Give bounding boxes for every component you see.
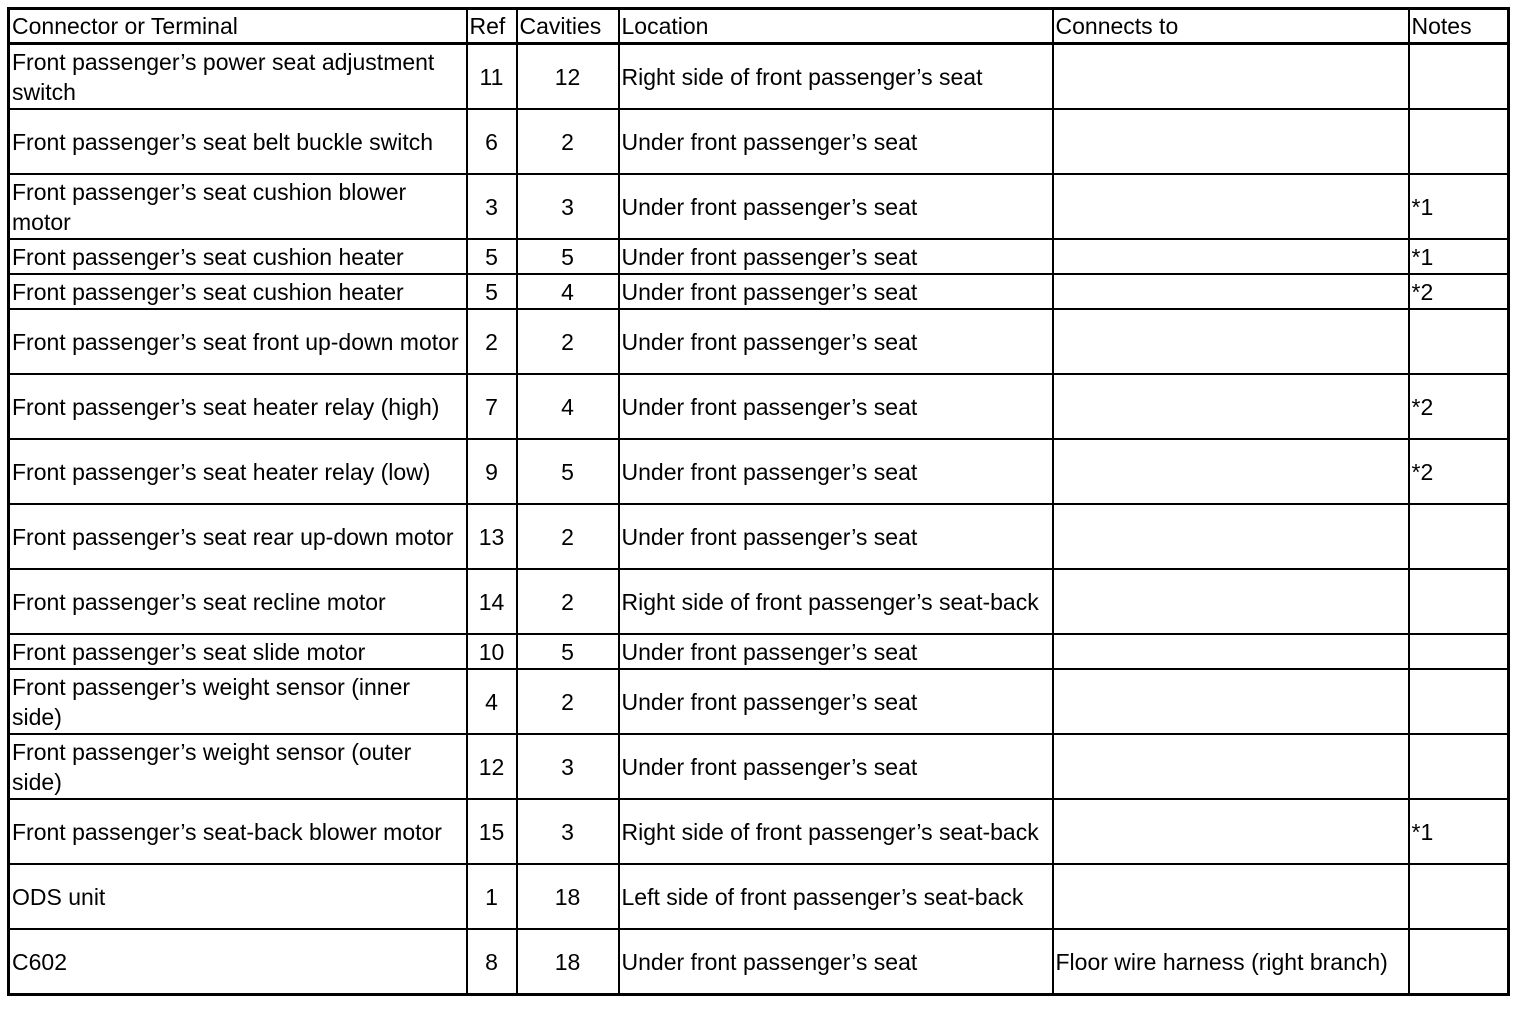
cell-cavities: 3: [517, 799, 619, 864]
cell-connects-to: [1053, 439, 1409, 504]
cell-notes: [1409, 734, 1509, 799]
cell-notes: [1409, 309, 1509, 374]
cell-location: Under front passenger’s seat: [619, 309, 1053, 374]
table-header-row: [9, 9, 1509, 44]
table-row: [9, 569, 1509, 634]
cell-notes: *2: [1409, 374, 1509, 439]
cell-connector: Front passenger’s seat front up-down motor: [9, 309, 467, 374]
cell-connects-to: Floor wire harness (right branch): [1053, 929, 1409, 995]
cell-connector: ODS unit: [9, 864, 467, 929]
cell-connector: Front passenger’s seat recline motor: [9, 569, 467, 634]
cell-location: Right side of front passenger’s seat-back: [619, 569, 1053, 634]
cell-location: Under front passenger’s seat: [619, 174, 1053, 239]
cell-location: Under front passenger’s seat: [619, 239, 1053, 274]
cell-ref: 6: [467, 109, 517, 174]
cell-connector: Front passenger’s seat rear up-down motor: [9, 504, 467, 569]
header-ref: Ref: [467, 9, 517, 44]
cell-connects-to: [1053, 109, 1409, 174]
cell-connector: Front passenger’s seat belt buckle switch: [9, 109, 467, 174]
cell-connector: Front passenger’s seat slide motor: [9, 634, 467, 669]
table-row: [9, 504, 1509, 569]
header-location: Location: [619, 9, 1053, 44]
cell-cavities: 2: [517, 504, 619, 569]
cell-connects-to: [1053, 634, 1409, 669]
cell-connects-to: [1053, 864, 1409, 929]
cell-ref: 11: [467, 44, 517, 110]
table-row: [9, 274, 1509, 309]
cell-connects-to: [1053, 504, 1409, 569]
cell-cavities: 3: [517, 734, 619, 799]
cell-connects-to: [1053, 669, 1409, 734]
cell-ref: 2: [467, 309, 517, 374]
cell-location: Under front passenger’s seat: [619, 274, 1053, 309]
cell-cavities: 2: [517, 309, 619, 374]
cell-cavities: 12: [517, 44, 619, 110]
cell-cavities: 3: [517, 174, 619, 239]
cell-location: Left side of front passenger’s seat-back: [619, 864, 1053, 929]
connector-table-container: [7, 7, 1510, 996]
cell-notes: *2: [1409, 439, 1509, 504]
cell-connects-to: [1053, 274, 1409, 309]
connector-table: [7, 7, 1510, 996]
cell-cavities: 2: [517, 669, 619, 734]
cell-location: Under front passenger’s seat: [619, 929, 1053, 995]
cell-connector: Front passenger’s weight sensor (inner side): [9, 669, 467, 734]
cell-ref: 7: [467, 374, 517, 439]
cell-location: Under front passenger’s seat: [619, 109, 1053, 174]
cell-notes: *1: [1409, 239, 1509, 274]
cell-ref: 10: [467, 634, 517, 669]
cell-ref: 15: [467, 799, 517, 864]
cell-connects-to: [1053, 374, 1409, 439]
cell-ref: 9: [467, 439, 517, 504]
cell-ref: 3: [467, 174, 517, 239]
cell-connector: Front passenger’s seat-back blower motor: [9, 799, 467, 864]
cell-connector: Front passenger’s weight sensor (outer side): [9, 734, 467, 799]
table-row: [9, 239, 1509, 274]
cell-notes: *2: [1409, 274, 1509, 309]
table-row: [9, 799, 1509, 864]
table-row: [9, 109, 1509, 174]
table-row: [9, 864, 1509, 929]
cell-location: Under front passenger’s seat: [619, 374, 1053, 439]
cell-connector: C602: [9, 929, 467, 995]
cell-cavities: 18: [517, 864, 619, 929]
cell-connector: Front passenger’s seat cushion blower motor: [9, 174, 467, 239]
table-row: [9, 669, 1509, 734]
cell-location: Under front passenger’s seat: [619, 734, 1053, 799]
cell-cavities: 5: [517, 239, 619, 274]
table-row: [9, 929, 1509, 995]
cell-connects-to: [1053, 174, 1409, 239]
header-connects-to: Connects to: [1053, 9, 1409, 44]
cell-ref: 8: [467, 929, 517, 995]
cell-ref: 4: [467, 669, 517, 734]
cell-notes: [1409, 929, 1509, 995]
cell-location: Right side of front passenger’s seat: [619, 44, 1053, 110]
header-cavities: Cavities: [517, 9, 619, 44]
cell-notes: [1409, 569, 1509, 634]
cell-cavities: 4: [517, 374, 619, 439]
cell-notes: [1409, 109, 1509, 174]
cell-notes: *1: [1409, 174, 1509, 239]
cell-notes: [1409, 504, 1509, 569]
table-row: [9, 734, 1509, 799]
cell-location: Right side of front passenger’s seat-back: [619, 799, 1053, 864]
cell-ref: 1: [467, 864, 517, 929]
cell-cavities: 2: [517, 569, 619, 634]
table-row: [9, 174, 1509, 239]
cell-notes: [1409, 864, 1509, 929]
cell-connects-to: [1053, 569, 1409, 634]
cell-ref: 13: [467, 504, 517, 569]
cell-location: Under front passenger’s seat: [619, 439, 1053, 504]
cell-location: Under front passenger’s seat: [619, 634, 1053, 669]
cell-ref: 12: [467, 734, 517, 799]
cell-connects-to: [1053, 734, 1409, 799]
cell-notes: *1: [1409, 799, 1509, 864]
table-row: [9, 634, 1509, 669]
cell-connector: Front passenger’s power seat adjustment switch: [9, 44, 467, 110]
cell-ref: 5: [467, 239, 517, 274]
cell-location: Under front passenger’s seat: [619, 669, 1053, 734]
cell-cavities: 2: [517, 109, 619, 174]
cell-connector: Front passenger’s seat heater relay (low): [9, 439, 467, 504]
cell-connects-to: [1053, 799, 1409, 864]
cell-connects-to: [1053, 44, 1409, 110]
cell-cavities: 5: [517, 634, 619, 669]
cell-notes: [1409, 669, 1509, 734]
cell-ref: 14: [467, 569, 517, 634]
cell-connector: Front passenger’s seat heater relay (high): [9, 374, 467, 439]
cell-location: Under front passenger’s seat: [619, 504, 1053, 569]
cell-connects-to: [1053, 309, 1409, 374]
table-row: [9, 309, 1509, 374]
cell-connector: Front passenger’s seat cushion heater: [9, 274, 467, 309]
cell-cavities: 4: [517, 274, 619, 309]
table-row: [9, 44, 1509, 110]
cell-ref: 5: [467, 274, 517, 309]
cell-cavities: 5: [517, 439, 619, 504]
cell-cavities: 18: [517, 929, 619, 995]
header-connector: Connector or Terminal: [9, 9, 467, 44]
cell-connects-to: [1053, 239, 1409, 274]
cell-connector: Front passenger’s seat cushion heater: [9, 239, 467, 274]
cell-notes: [1409, 44, 1509, 110]
table-row: [9, 439, 1509, 504]
table-row: [9, 374, 1509, 439]
cell-notes: [1409, 634, 1509, 669]
header-notes: Notes: [1409, 9, 1509, 44]
